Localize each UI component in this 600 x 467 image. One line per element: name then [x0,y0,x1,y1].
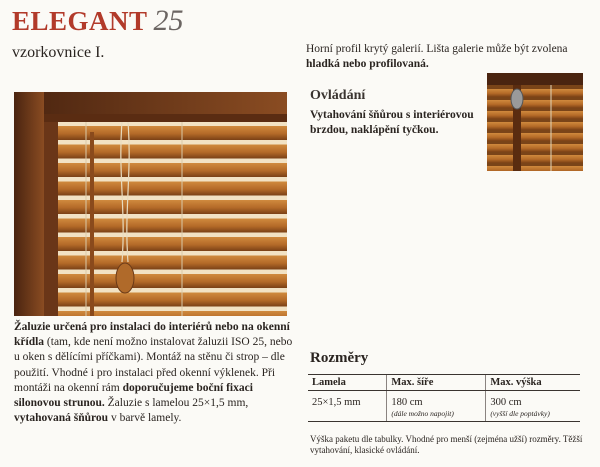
intro-text [306,42,591,72]
description-text [14,320,296,426]
table-header-row [308,375,580,391]
ovladani-text: Vytahování šňůrou s interiérovou brzdou, naklápění tyčkou. [310,109,474,136]
page-title [12,4,184,38]
desc-bold-3: vytahovaná šňůrou [14,412,109,425]
cell-vyska-note: (vyšší dle poptávky) [490,409,550,418]
section-heading-ovladani: Ovládání [310,88,366,103]
slat [487,133,583,141]
control-detail-photo [487,73,583,171]
control-detail-illustration [487,73,583,171]
blinds-photo [14,92,287,316]
slat [487,166,583,171]
desc-bold-1: Žaluzie určená pro instalaci do interiérů nebo na okenní křídla [14,321,290,349]
blinds-illustration [14,92,287,316]
desc-bold-2: doporučujeme boční fixaci silonovou strunou. [14,381,253,410]
desc-plain-1: (tam, kde není možno instalovat žaluzii ISO 25, nebo u oken s dělícími příčkami). Montáž na stěnu či strop – dle použití. Vhodné i pro instalaci před okenní výklenek. Při montáži na okenní rám [14,336,293,394]
intro-plain: Horní profil krytý galerií. Lišta galerie může být zvolena [306,43,568,55]
model-number: 25 [153,4,184,37]
slat [487,144,583,152]
desc-plain-2: Žaluzie s lamelou 25×1,5 mm, [104,397,249,410]
intro-bold: hladká nebo profilovaná. [306,58,429,70]
table-header-vyska: Max. výška [486,375,580,391]
table-header-sire: Max. šíře [387,375,486,391]
cell-vyska [486,391,580,422]
slat [487,155,583,163]
slat [487,122,583,130]
cell-lamela: 25×1,5 mm [308,391,387,422]
cell-sire-note: (dále možno napojit) [391,409,454,418]
dimensions-table [308,374,580,422]
table-header-lamela: Lamela [308,375,387,391]
cell-sire-value: 180 cm [391,397,423,408]
cell-sire [387,391,486,422]
desc-plain-3: v barvě lamely. [108,412,182,425]
slat [487,111,583,119]
cell-vyska-value: 300 cm [490,397,522,408]
page-subtitle: vzorkovnice I. [12,44,105,61]
section-heading-rozmery: Rozměry [310,350,369,366]
table-row [308,391,580,422]
slat [487,89,583,97]
brand-name: ELEGANT [12,6,148,36]
slat [487,100,583,108]
table-footnote: Výška paketu dle tabulky. Vhodné pro menší (zejména užší) rozměry. Těžší vytahování, klasické ovládání. [310,434,583,455]
